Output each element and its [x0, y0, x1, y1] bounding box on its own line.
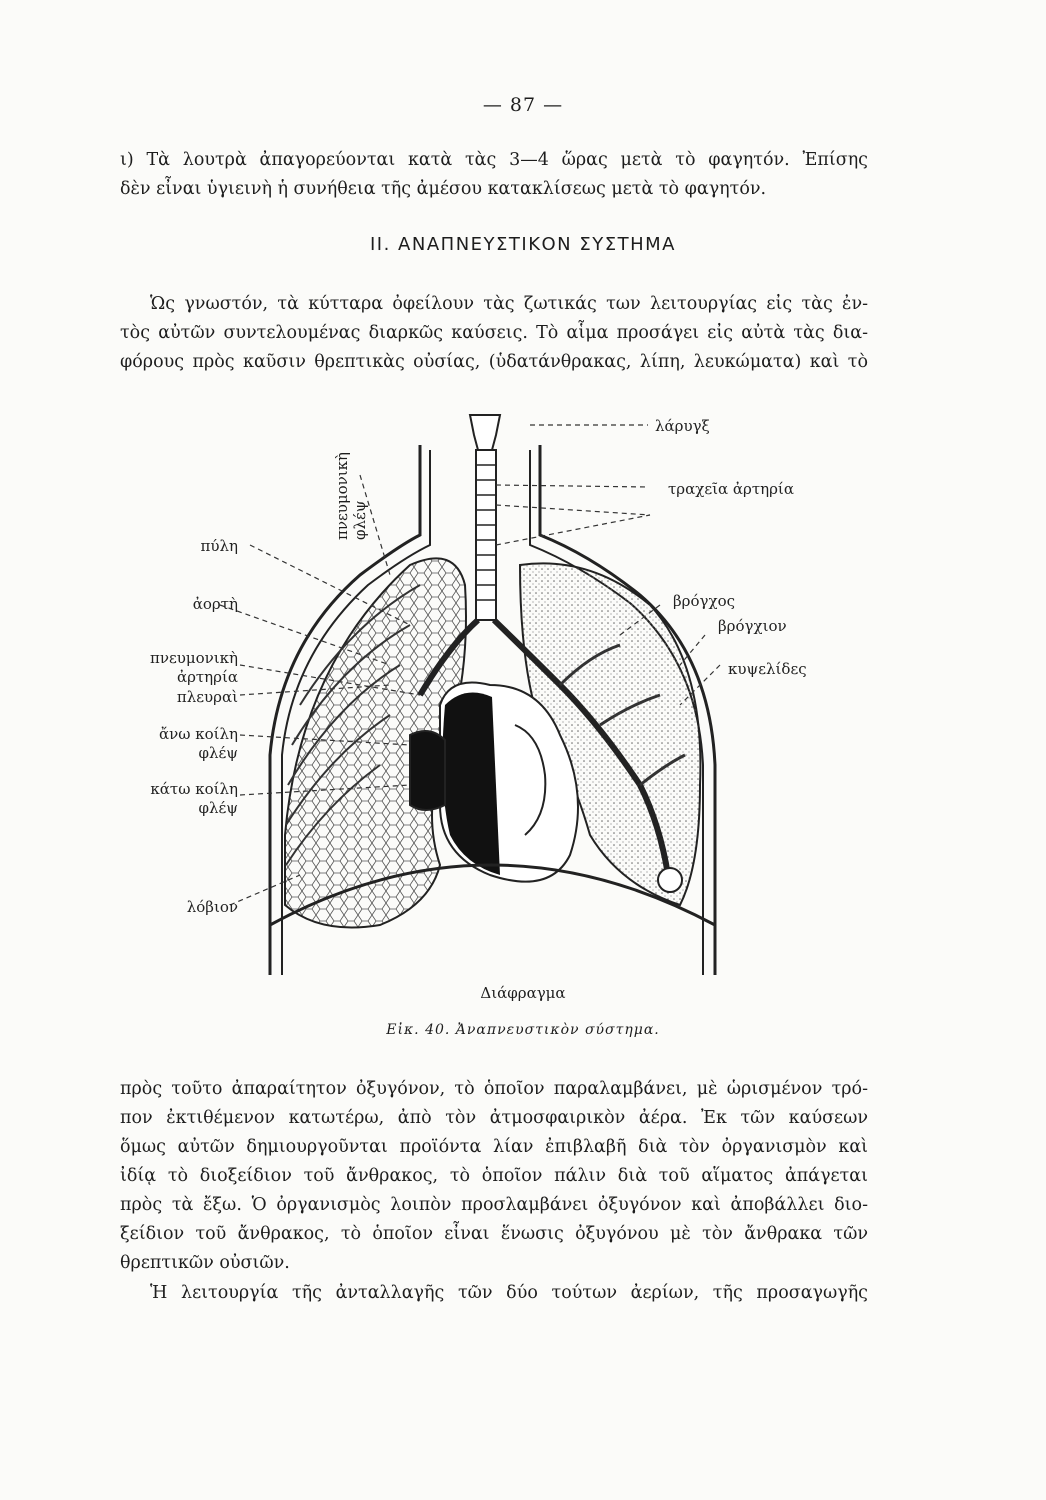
label-line: ἀρτηρία — [176, 668, 238, 686]
text-line: θρεπτικῶν οὐσιῶν. — [120, 1253, 290, 1273]
page-number: — 87 — — [482, 94, 564, 116]
text-line: δὲν εἶναι ὑγιεινὴ ἡ συνήθεια τῆς ἀμέσου κατακλίσεως μετὰ τὸ φαγητόν. — [120, 179, 767, 199]
label-pleura: πλευραὶ — [176, 688, 238, 706]
label-line: πνευμονικὴ — [149, 649, 238, 667]
larynx — [470, 415, 500, 450]
last-paragraph — [120, 1279, 868, 1308]
text-line: πον ἐκτιθέμενον κατωτέρω, ἀπὸ τὸν ἀτμοσφαιρικὸν ἀέρα. Ἐκ τῶν καύσεων — [120, 1108, 868, 1128]
section-title: ΙΙ. ΑΝΑΠΝΕΥΣΤΙΚΟΝ ΣΥΣΤΗΜΑ — [370, 234, 676, 255]
label-bronchus: βρόγχος — [673, 592, 736, 610]
text-line: τὸς αὐτῶν συντελουμένας διαρκῶς καύσεις. Τὸ αἷμα προσάγει εἰς αὐτὰ τὰς δια- — [120, 323, 868, 343]
diaphragm-label: Διάφραγμα — [480, 984, 566, 1002]
label-line: φλέψ — [351, 500, 369, 540]
label-alveoli: κυψελίδες — [728, 660, 807, 678]
label-pulmonary-artery — [120, 649, 238, 687]
label-aorta: ἀορτὴ — [192, 595, 238, 613]
label-lobule: λόβιον — [186, 898, 238, 916]
atrium — [410, 731, 445, 810]
bottom-paragraph — [120, 1075, 868, 1278]
intro-paragraph — [120, 290, 868, 377]
label-line: φλέψ — [198, 744, 238, 762]
label-pulmonary-vein — [333, 452, 369, 540]
trachea — [476, 450, 496, 620]
label-inferior-vena-cava — [120, 780, 238, 818]
text-line: πρὸς τὰ ἔξω. Ὁ ὀργανισμὸς λοιπὸν προσλαμβάνει ὀξυγόνον καὶ ἀποβάλλει διο- — [120, 1195, 868, 1215]
label-superior-vena-cava — [120, 725, 238, 763]
label-line: φλέψ — [198, 799, 238, 817]
label-line: πνευμονικὴ — [333, 451, 351, 540]
heart-dark-chamber — [442, 693, 500, 876]
text-line: ὅμως αὐτῶν δημιουργοῦνται προϊόντα λίαν ἐπιβλαβῆ διὰ τὸν ὀργανισμὸν καὶ — [120, 1137, 868, 1157]
label-larynx: λάρυγξ — [655, 417, 710, 435]
label-line: κάτω κοίλη — [150, 780, 238, 798]
text-line: ξείδιον τοῦ ἄνθρακος, τὸ ὁποῖον εἶναι ἕνωσις ὀξυγόνου μὲ τὸν ἄνθρακα τῶν — [120, 1224, 868, 1244]
top-paragraph — [120, 146, 868, 204]
text-line: πρὸς τοῦτο ἀπαραίτητον ὀξυγόνον, τὸ ὁποῖον παραλαμβάνει, μὲ ὡρισμένον τρό- — [120, 1079, 868, 1099]
respiratory-system-figure — [120, 405, 880, 995]
alveoli-cluster — [658, 868, 682, 892]
label-trachea: τραχεῖα ἀρτηρία — [668, 480, 794, 498]
text-line: ι) Τὰ λουτρὰ ἀπαγορεύονται κατὰ τὰς 3—4 ὥρας μετὰ τὸ φαγητόν. Ἐπίσης — [120, 150, 868, 170]
text-line: Ὡς γνωστόν, τὰ κύτταρα ὀφείλουν τὰς ζωτικάς των λειτουργίας εἰς τὰς ἐν- — [150, 294, 868, 314]
text-line: φόρους πρὸς καῦσιν θρεπτικὰς οὐσίας, (ὑδατάνθρακας, λίπη, λευκώματα) καὶ τὸ — [120, 352, 868, 372]
label-bronchiole: βρόγχιον — [718, 617, 787, 635]
label-portal: πύλη — [200, 537, 238, 555]
text-line: ἰδίᾳ τὸ διοξείδιον τοῦ ἄνθρακος, τὸ ὁποῖον πάλιν διὰ τοῦ αἵματος ἀπάγεται — [120, 1166, 868, 1186]
text-line: Ἡ λειτουργία τῆς ἀνταλλαγῆς τῶν δύο τούτων ἀερίων, τῆς προσαγωγῆς — [150, 1283, 868, 1303]
label-line: ἄνω κοίλη — [158, 725, 238, 743]
figure-caption: Εἰκ. 40. Ἀναπνευστικὸν σύστημα. — [386, 1022, 660, 1038]
